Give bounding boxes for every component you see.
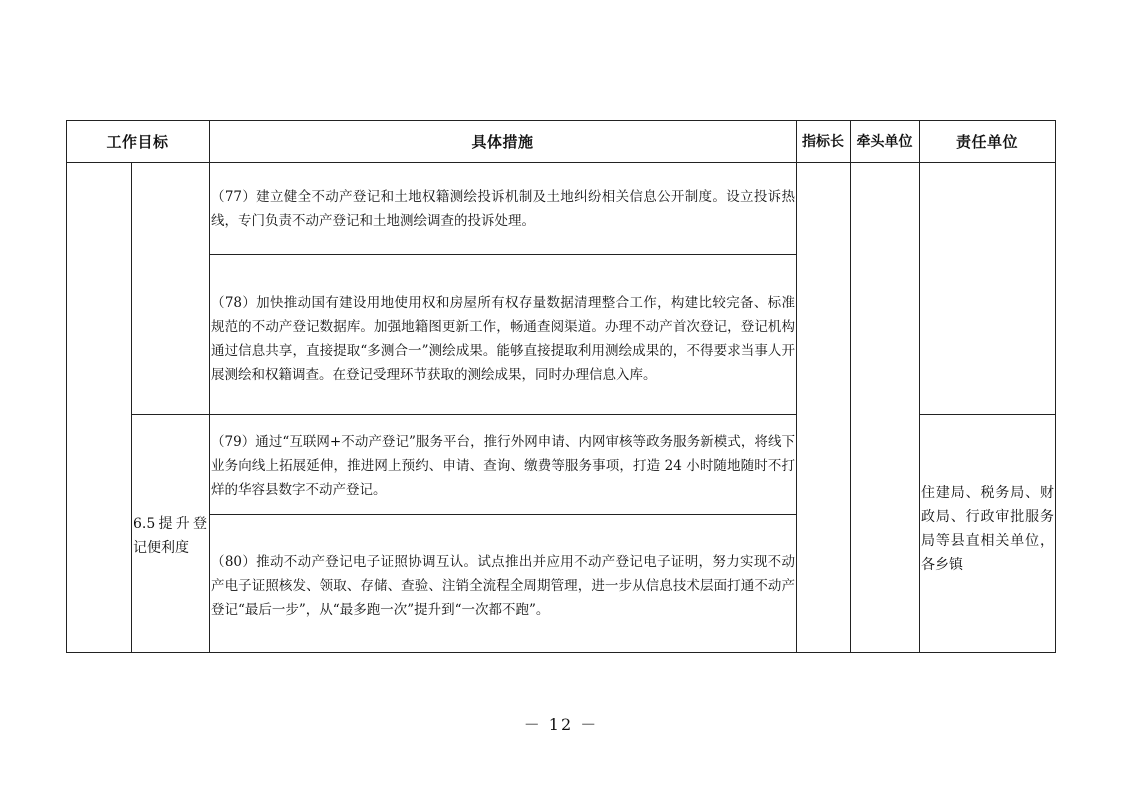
header-index-lead: 指标长 <box>802 134 844 150</box>
goal-inner-divider <box>131 162 132 653</box>
header-resp-unit: 责任单位 <box>955 132 1018 151</box>
measure-79: （79）通过“互联网+不动产登记”服务平台，推行外网申请、内网审核等政务服务新模式，将线下业务向线上拓展延伸，推进网上预约、申请、查询、缴费等服务事项，打造 24 小时随地随时不打烊的华容县数字不动产登记。 <box>211 434 795 498</box>
goal-measures-divider <box>209 120 210 653</box>
measures-index-divider <box>796 120 797 653</box>
header-measures: 具体措施 <box>471 132 534 151</box>
sub-goal-label: 6.5提升登记便利度 <box>133 516 207 556</box>
measure-77: （77）建立健全不动产登记和土地权籍测绘投诉机制及土地纠纷相关信息公开制度。设立投诉热线，专门负责不动产登记和土地测绘调查的投诉处理。 <box>211 189 795 229</box>
header-bottom-border <box>66 162 1056 163</box>
resp-unit-divider <box>919 414 1056 415</box>
table-left-border <box>66 120 67 653</box>
row-divider-78-79 <box>131 414 796 415</box>
lead-resp-divider <box>919 120 920 653</box>
index-lead-divider <box>850 120 851 653</box>
table-bottom-border <box>66 652 1056 653</box>
measure-78: （78）加快推动国有建设用地使用权和房屋所有权存量数据清理整合工作，构建比较完备、标准规范的不动产登记数据库。加强地籍图更新工作，畅通查阅渠道。办理不动产首次登记，登记机构通过信息共享，直接提取“多测合一”测绘成果。能够直接提取利用测绘成果的，不得要求当事人开展测绘和权籍调查。在登记受理环节获取的测绘成果，同时办理信息入库。 <box>211 295 795 383</box>
row-divider-77-78 <box>209 254 796 255</box>
header-lead-unit: 牵头单位 <box>856 134 913 150</box>
row-divider-79-80 <box>209 514 796 515</box>
table-right-border <box>1055 120 1056 653</box>
header-goal: 工作目标 <box>106 132 169 151</box>
measure-80: （80）推动不动产登记电子证照协调互认。试点推出并应用不动产登记电子证明，努力实现不动产电子证照核发、领取、存储、查验、注销全流程全周期管理，进一步从信息技术层面打通不动产登记“最后一步”，从“最多跑一次”提升到“一次都不跑”。 <box>211 554 795 618</box>
responsible-unit: 住建局、税务局、财政局、行政审批服务局等县直相关单位，各乡镇 <box>921 485 1054 573</box>
page-number: － 12 － <box>523 715 599 734</box>
